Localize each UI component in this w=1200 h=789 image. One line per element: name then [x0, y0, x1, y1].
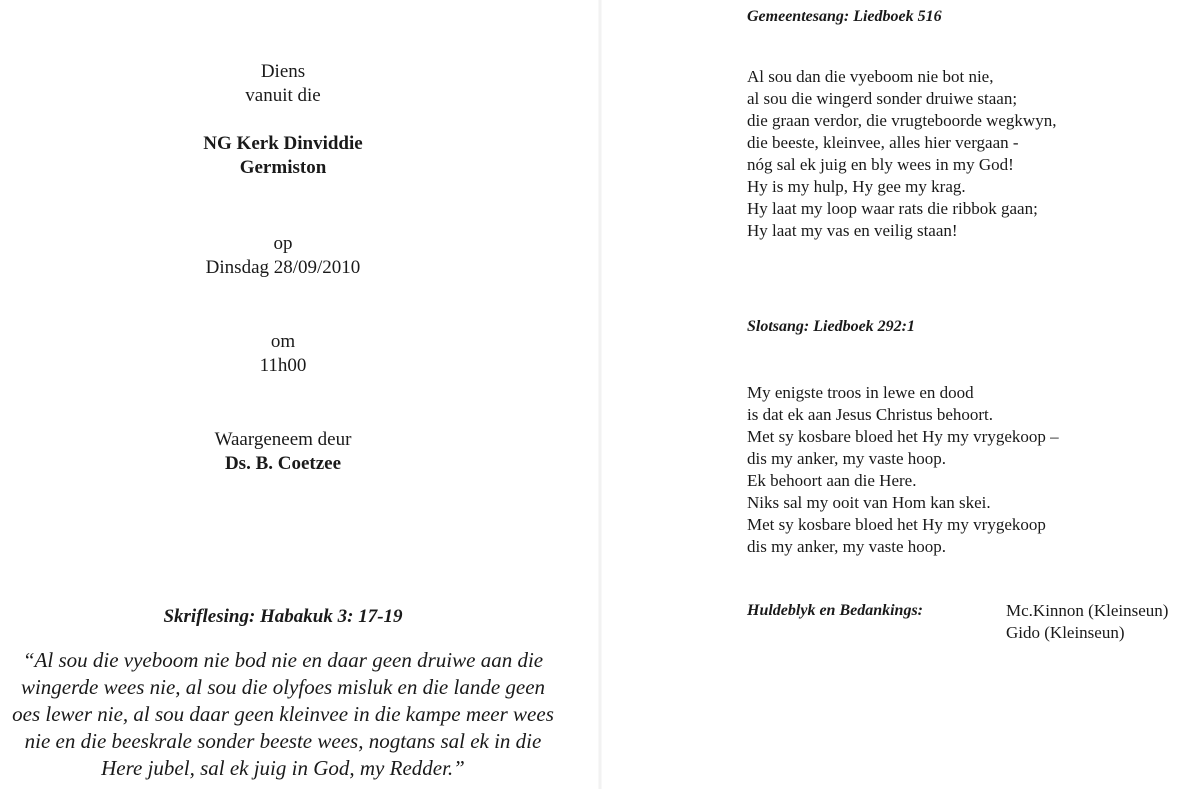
- officiant: [0, 428, 566, 476]
- verse-line: Al sou dan die vyeboom nie bot nie,: [747, 67, 994, 86]
- verse-line: al sou die wingerd sonder druiwe staan;: [747, 89, 1018, 108]
- verse-line: is dat ek aan Jesus Christus behoort.: [747, 405, 993, 424]
- reading-line: oes lewer nie, al sou daar geen kleinvee in die kampe meer wees: [12, 702, 554, 726]
- officiant-name: Ds. B. Coetzee: [224, 453, 342, 474]
- tribute-name: Gido (Kleinseun): [1006, 623, 1125, 642]
- verse-line: Hy laat my vas en veilig staan!: [747, 221, 958, 240]
- on-label: op: [273, 233, 293, 254]
- reading-title: Skriflesing: Habakuk 3: 17-19: [163, 606, 403, 627]
- service-date: [0, 232, 566, 280]
- tributes-heading: Huldeblyk en Bedankings:: [747, 602, 924, 619]
- reading-line: nie en die beeskrale sonder beeste wees, nogtans sal ek in die: [24, 729, 542, 753]
- officiant-label: Waargeneem deur: [214, 429, 352, 450]
- verse-line: My enigste troos in lewe en dood: [747, 383, 974, 402]
- closing-song-verse: [747, 382, 1059, 558]
- verse-line: Met sy kosbare bloed het Hy my vrygekoop: [747, 515, 1046, 534]
- church-name: [0, 132, 566, 180]
- service-intro: [0, 60, 566, 108]
- verse-line: dis my anker, my vaste hoop.: [747, 537, 947, 556]
- service-time: [0, 330, 566, 378]
- verse-line: Met sy kosbare bloed het Hy my vrygekoop –: [747, 427, 1059, 446]
- verse-line: Hy is my hulp, Hy gee my krag.: [747, 177, 966, 196]
- verse-line: die beeste, kleinvee, alles hier vergaan -: [747, 133, 1019, 152]
- right-page: [600, 0, 1200, 789]
- church-line2: Germiston: [239, 157, 327, 178]
- verse-line: Niks sal my ooit van Hom kan skei.: [747, 493, 991, 512]
- date-value: Dinsdag 28/09/2010: [205, 257, 361, 278]
- tributes-names: [1006, 600, 1168, 644]
- congregational-song-verse: [747, 66, 1056, 242]
- congregational-song-heading: Gemeentesang: Liedboek 516: [747, 8, 942, 25]
- reading-line: wingerde wees nie, al sou die olyfoes misluk en die lande geen: [20, 675, 546, 699]
- verse-line: Ek behoort aan die Here.: [747, 471, 917, 490]
- verse-line: dis my anker, my vaste hoop.: [747, 449, 947, 468]
- reading-text: [0, 647, 566, 782]
- service-line1: Diens: [260, 61, 306, 82]
- tribute-name: Mc.Kinnon (Kleinseun): [1006, 601, 1169, 620]
- reading-line: “Al sou die vyeboom nie bod nie en daar geen druiwe aan die: [22, 648, 544, 672]
- time-value: 11h00: [259, 355, 307, 376]
- verse-line: Hy laat my loop waar rats die ribbok gaan;: [747, 199, 1038, 218]
- reading-line: Here jubel, sal ek juig in God, my Redder.”: [101, 756, 465, 780]
- service-line2: vanuit die: [245, 85, 321, 106]
- church-line1: NG Kerk Dinviddie: [203, 133, 363, 154]
- verse-line: nóg sal ek juig en bly wees in my God!: [747, 155, 1014, 174]
- at-label: om: [270, 331, 296, 352]
- verse-line: die graan verdor, die vrugteboorde wegkwyn,: [747, 111, 1057, 130]
- closing-song-heading: Slotsang: Liedboek 292:1: [747, 318, 915, 335]
